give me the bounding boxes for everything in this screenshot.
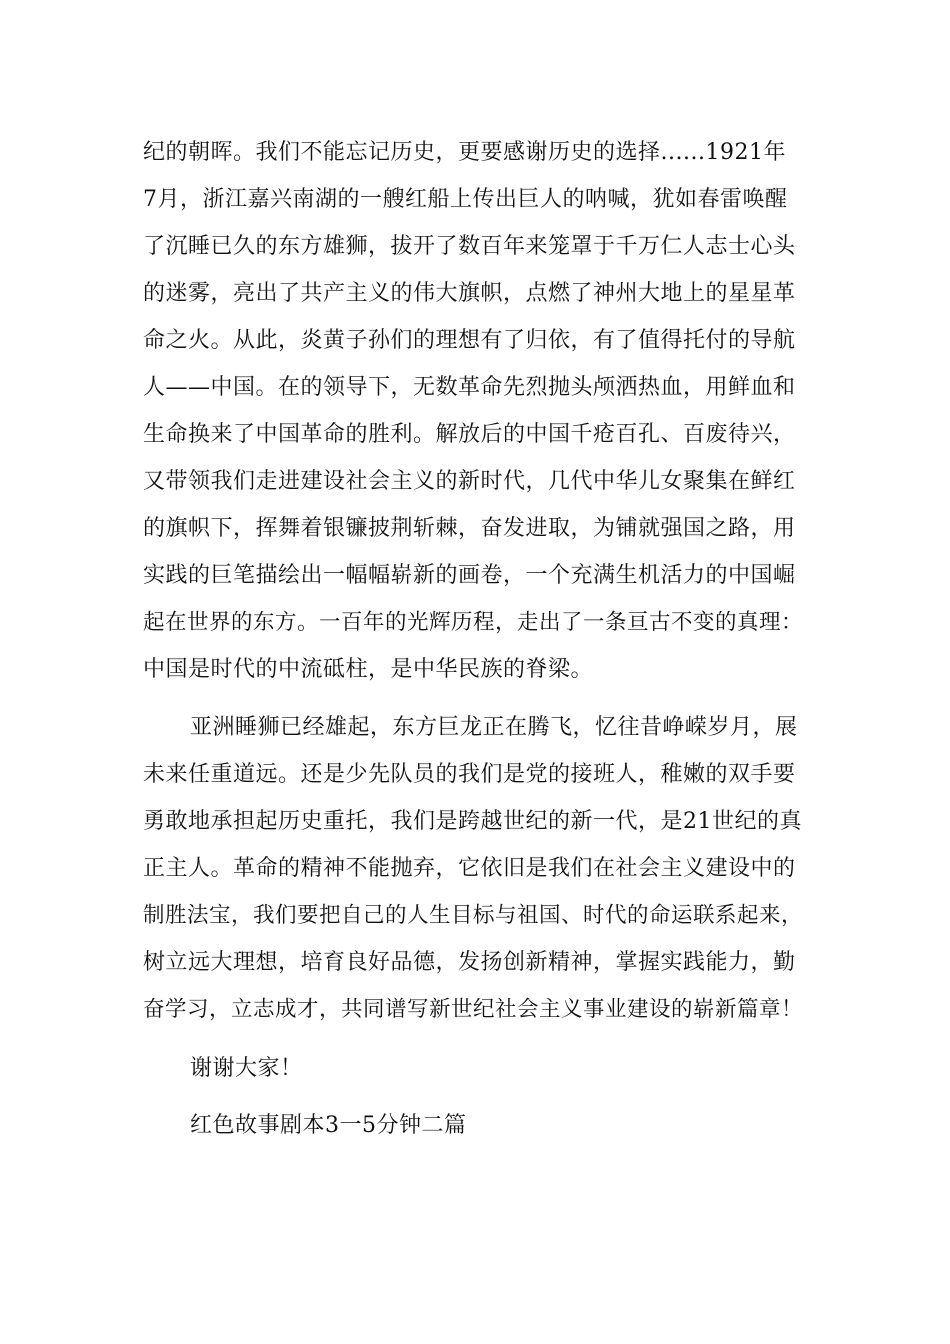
text-line: 又带领我们走进建设社会主义的新时代，几代中华儿女聚集在鲜红	[143, 469, 796, 494]
text-line: 的迷雾，亮出了共产主义的伟大旗帜，点燃了神州大地上的星星革	[143, 281, 796, 306]
text-line: 的旗帜下，挥舞着银镰披荆斩棘，奋发进取，为铺就强国之路，用	[143, 516, 796, 541]
text-line: 中国是时代的中流砥柱，是中华民族的脊梁。	[143, 657, 594, 682]
text-line: 人——中国。在的领导下，无数革命先烈抛头颅洒热血，用鲜血和	[143, 375, 796, 400]
text-line: 了沉睡已久的东方雄狮，拔开了数百年来笼罩于千万仁人志士心头	[143, 234, 796, 259]
text-line: 未来任重道远。还是少先队员的我们是党的接班人，稚嫩的双手要	[143, 762, 796, 787]
text-line: 亚洲睡狮已经雄起，东方巨龙正在腾飞，忆往昔峥嵘岁月，展	[190, 715, 798, 740]
closing-line: 谢谢大家！	[190, 1056, 303, 1081]
section-heading: 红色故事剧本3一5分钟二篇	[190, 1113, 467, 1138]
text-line: 正主人。革命的精神不能抛弃，它依旧是我们在社会主义建设中的	[143, 856, 796, 881]
text-line: 奋学习，立志成才，共同谱写新世纪社会主义事业建设的崭新篇章！	[143, 997, 804, 1022]
text-line: 7月，浙江嘉兴南湖的一艘红船上传出巨人的呐喊，犹如春雷唤醒	[143, 187, 788, 212]
text-line: 实践的巨笔描绘出一幅幅崭新的画卷，一个充满生机活力的中国崛	[143, 563, 796, 588]
text-line: 起在世界的东方。一百年的光辉历程，走出了一条亘古不变的真理：	[143, 610, 804, 635]
text-line: 生命换来了中国革命的胜利。解放后的中国千疮百孔、百废待兴，	[143, 422, 796, 447]
text-line: 制胜法宝，我们要把自己的人生目标与祖国、时代的命运联系起来，	[143, 903, 804, 928]
text-line: 树立远大理想，培育良好品德，发扬创新精神，掌握实践能力，勤	[143, 950, 796, 975]
text-line: 纪的朝晖。我们不能忘记历史，更要感谢历史的选择......1921年	[143, 140, 786, 165]
text-line: 勇敢地承担起历史重托，我们是跨越世纪的新一代，是21世纪的真	[143, 809, 802, 834]
text-line: 命之火。从此，炎黄子孙们的理想有了归依，有了值得托付的导航	[143, 328, 796, 353]
